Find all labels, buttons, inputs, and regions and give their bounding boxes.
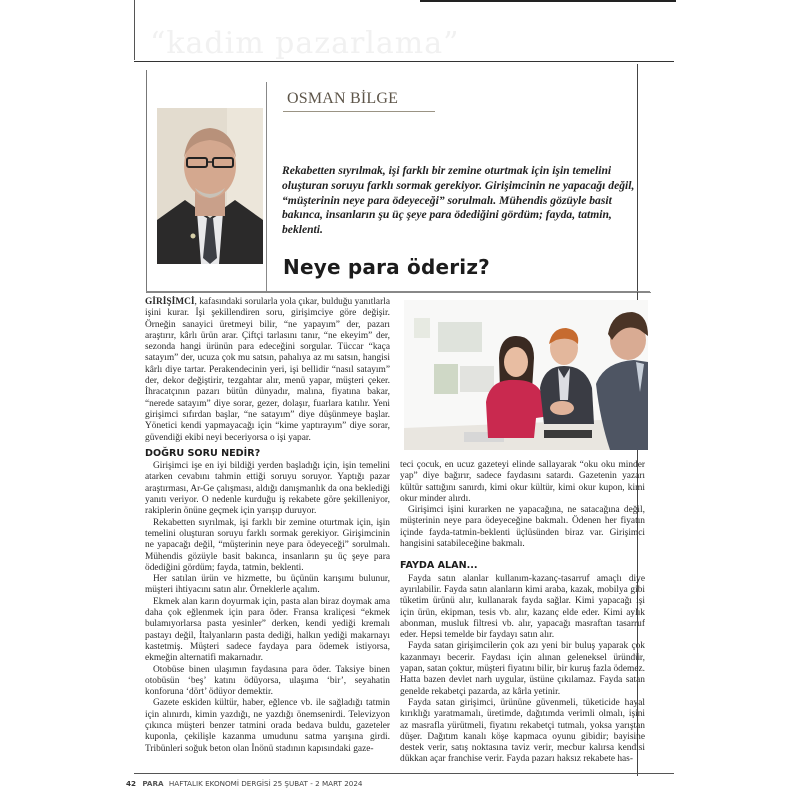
body-paragraph: Fayda satın alanlar kullanım-kazanç-tasarruf amaçlı diye ayırılabilir. Fayda satın alanların kimi araba, kazak, mobilya gibi tüketim ürünü alır, kullanarak fayda sağlar. Kimi yapacağı işi için ürün, ekipman, tesis vb. alır, kazanç elde eder. Kimi aylık abonman, musluk filtresi vb. alır, yapacağı masraftan tasarruf eder. Hepsi temelde bir faydayı satın alır. bbox=[400, 573, 645, 641]
issue-date: 25 ŞUBAT - 2 MART 2024 bbox=[273, 779, 363, 788]
article-photo bbox=[404, 300, 648, 450]
body-paragraph: Rekabetten sıyrılmak, işi farklı bir zemine oturtmak için, işin temelini oluşturan soruyu farklı sormak gerekiyor. Girişimcinin ne yapacağı değil, “müşterinin neye para ödeyeceği” sorulmalı. Mühendis gözüyle basit bakınca, insanların şu üç şeye para ödediğini gördüm; fayda, tatmin, beklenti. bbox=[145, 517, 390, 573]
page-footer bbox=[126, 779, 363, 788]
page-edge-line bbox=[134, 0, 135, 60]
body-paragraph: Fayda satan girişimci, ürününe güvenmeli, tüketicide hayal kırıklığı yaratmamalı, üretimde, dağıtımda verimli olmalı, işini az masrafla yürütmeli, fiyatını rekabetçi tutmalı, yoksa yarıştan düşer. Dağıtım kanalı köşe kapmaca oyunu gibidir; bayisine destek verir, satış noktasına taviz verir, mecbur kalırsa kendisi dükkan açar franchise verir. Fayda pazarı haksız rekabete has- bbox=[400, 697, 645, 765]
article-headline: Neye para öderiz? bbox=[283, 255, 490, 279]
column-separator bbox=[266, 82, 267, 292]
intro-paragraph bbox=[145, 297, 390, 444]
article-column-right bbox=[400, 460, 645, 766]
author-photo bbox=[157, 108, 263, 264]
intro-lead-word: GİRİŞİMCİ bbox=[145, 297, 195, 307]
body-paragraph: Otobüse binen ulaşımın faydasına para öder. Taksiye binen otobüsün ‘beş’ katını ödüyorsa, ulaşıma ‘bir’, seyahatin konforuna ‘dört’ ödüyor demektir. bbox=[145, 664, 390, 698]
body-paragraph: Gazete eskiden kültür, haber, eğlence vb. ile sağladığı tatmin için alınırdı, kimin yazdığı, ne yazdığı önemsenirdi. Televizyon çıkınca müşteri benzer tatmini orada bedava buldu, gazeteler kuponla, çekilişle kazanma umudunu satma yarışına girdi. Tribünleri soğuk beton olan İnönü stadının kapısındaki gaze- bbox=[145, 698, 390, 754]
headline-rule bbox=[146, 291, 650, 292]
footer-rule bbox=[134, 773, 674, 774]
article-lede: Rekabetten sıyrılmak, işi farklı bir zemine oturtmak için işin temelini oluşturan soruyu farklı sormak gerekiyor. Girişimcinin ne yapacağı değil, “müşterinin neye para ödeyeceği” sorulmalı. Mühendis gözüyle basit bakınca, insanların şu üç şeye para ödediğini gördüm; fayda, tatmin, beklenti. bbox=[282, 164, 635, 237]
author-name: OSMAN BİLGE bbox=[287, 90, 399, 107]
magazine-brand: PARA bbox=[142, 779, 164, 788]
body-paragraph: Her satılan ürün ve hizmette, bu üçünün karışımı bulunur, müşteri ihtiyacını satın alır. Örneklerle açalım. bbox=[145, 574, 390, 596]
section-heading-fayda-alan: FAYDA ALAN... bbox=[400, 560, 478, 572]
business-handshake-icon bbox=[404, 300, 648, 450]
page-number: 42 bbox=[126, 779, 137, 788]
header-rule bbox=[134, 61, 674, 62]
body-paragraph: Girişimci işini kurarken ne yapacağına, ne satacağına değil, müşterinin neye para ödeyeceğine bakmalı. Ödenen her fiyatın içinde fayda-tatmin-beklenti üçlüsünden biraz var. Girişimci hangisini satabileceğine bakmalı. bbox=[400, 505, 645, 550]
top-rule bbox=[420, 0, 676, 2]
section-title: “kadim pazarlama” bbox=[150, 26, 460, 61]
article-column-left bbox=[145, 297, 390, 755]
author-portrait-icon bbox=[157, 108, 263, 264]
section-heading-dogru-soru: DOĞRU SORU NEDİR? bbox=[145, 447, 261, 459]
author-name-underline bbox=[283, 111, 435, 112]
body-paragraph: Ekmek alan karın doyurmak için, pasta alan biraz doymak ama daha çok eğlenmek için para öder. Fransa kraliçesi “ekmek bulamıyorlarsa pasta yesinler” derken, kendi yediği kremalı pastayı değil, İtalyanların pasta dediği, halkın yediği makarnayı kastetmiş. Müşteri sadece faydaya para ödemek istiyorsa, ekmeğin alternatifi makarnadır. bbox=[145, 596, 390, 664]
body-paragraph: teci çocuk, en ucuz gazeteyi elinde sallayarak “oku oku minder yap” diye bağırır, sadece faydasını satardı. Gazetenin yazarı kültür sattığını sanırdı, kimi okur kültür, kimi okur kupon, kimi okur minder alırdı. bbox=[400, 460, 645, 504]
body-paragraph: Girişimci işe en iyi bildiği yerden başladığı için, işin temelini atarken cevabını tahmin ettiği soruyu soruyor. Yaptığı pazar araştırması, Ar-Ge çalışması, aldığı danışmanlık da ona beklediği yanıtı veriyor. O nedenle kurduğu iş rekabete göre şekilleniyor, rakiplerin önüne geçmek için yarışıp duruyor. bbox=[145, 461, 390, 517]
publication-name: HAFTALIK EKONOMİ DERGİSİ bbox=[168, 779, 271, 788]
intro-text: , kafasındaki sorularla yola çıkar, bulduğu yanıtlarla işini kurar. İşi şekillendiren soru, girişimciye göre değişir. Örneğin sanayici üretmeyi bilir, “ne yapayım” der, pazarı araştırır, kârlı ürün arar. Çiftçi tarlasını tanır, “ne ekeyim” der, sezonda hangi ürünün para edeceğini sorgular. Tüccar “kaça satayım” der, ucuza çok mu satsın, pahalıya az mı satsın, hangisi kârlı diye tartar. Perakendecinin yeri, işi bellidir “nasıl satayım” der, dekor değiştirir, tezgahtar alır, menü yapar, müşteri çeker. İhracatçının pazarı bütün dünyadır, malına, fiyatına bakar, “nerede satayım” diye sorar, gezer, dolaşır, fuarlara katılır. Yeni girişimci sıfırdan başlar, “ne satayım” diye düşünmeye başlar. Yönetici kendi yapmayacağı için “kime yaptırayım” diye sorar, güvendiği ekibi neyi beceriyorsa o işi yapar. bbox=[145, 297, 390, 443]
body-paragraph: Fayda satan girişimcilerin çok azı yeni bir buluş yaparak çok kazanmayı becerir. Faydası için alınan geleneksel üründür, yapan, satan çoktur, müşteri fiyatını bilir, bir kuruş fazla ödemez. Hatta bazen devlet narh uygular, üstüne çıkılamaz. Fayda satan genelde rekabetçi pazarda, az kârla yetinir. bbox=[400, 641, 645, 697]
